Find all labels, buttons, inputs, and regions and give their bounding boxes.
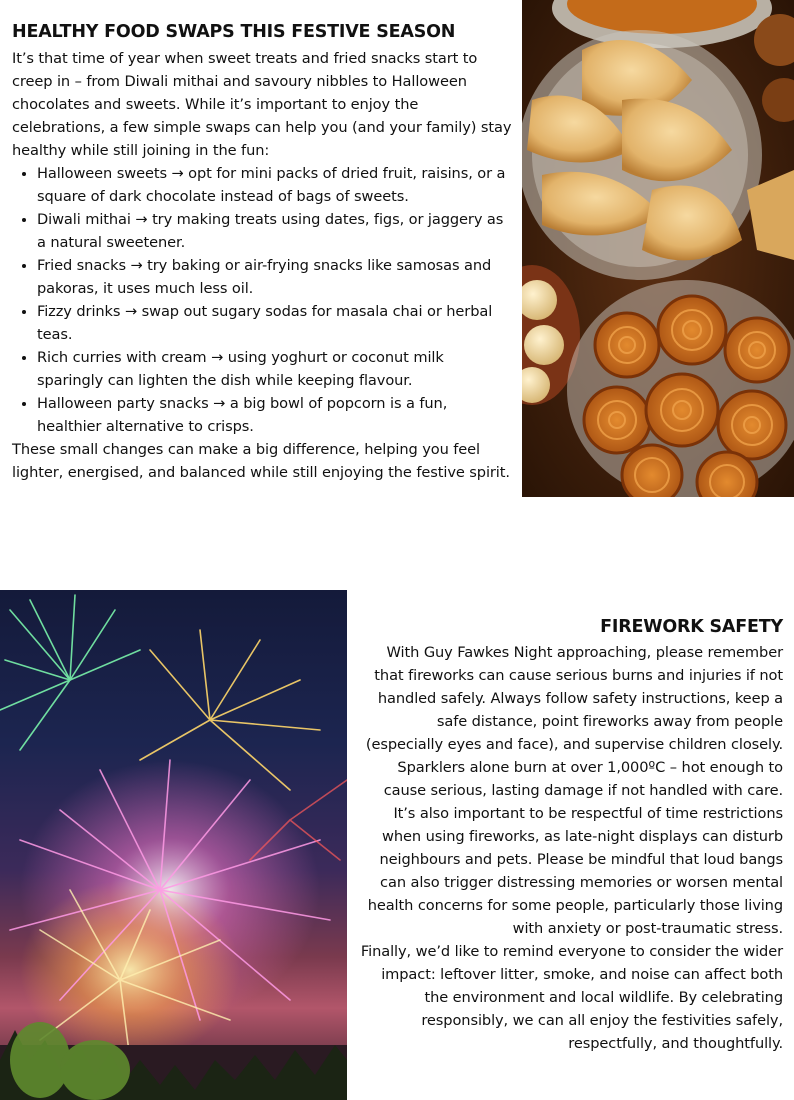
firework-safety-article <box>358 615 783 1055</box>
food-article <box>12 20 514 484</box>
list-item: • Rich curries with cream → using yoghurt or coconut milk sparingly can lighten the dish while keeping flavour. <box>37 346 514 392</box>
firework-safety-title: FIREWORK SAFETY <box>600 617 783 637</box>
food-swaps-list <box>12 162 514 438</box>
list-item: • Halloween sweets → opt for mini packs of dried fruit, raisins, or a square of dark chocolate instead of bags of sweets. <box>37 162 514 208</box>
food-section-title: HEALTHY FOOD SWAPS THIS FESTIVE SEASON <box>12 22 456 42</box>
festive-snacks-photo <box>522 0 794 497</box>
list-item: • Halloween party snacks → a big bowl of popcorn is a fun, healthier alternative to crisps. <box>37 392 514 438</box>
safety-paragraph: Finally, we’d like to remind everyone to consider the wider impact: leftover litter, smoke, and noise can affect both the environment and local wildlife. By celebrating responsibly, we can all enjoy the festivities safely, respectfully, and thoughtfully. <box>360 943 783 1052</box>
healthy-food-section <box>0 0 794 500</box>
list-item: • Diwali mithai → try making treats using dates, figs, or jaggery as a natural sweetener. <box>37 208 514 254</box>
list-item: • Fried snacks → try baking or air-frying snacks like samosas and pakoras, it uses much less oil. <box>37 254 514 300</box>
safety-paragraph: It’s also important to be respectful of time restrictions when using fireworks, as late-night displays can disturb neighbours and pets. Please be mindful that loud bangs can also trigger distressing memories or worsen mental health concerns for some people, particularly those living with anxiety or post-traumatic stress. <box>367 805 783 937</box>
list-item: • Fizzy drinks → swap out sugary sodas for masala chai or herbal teas. <box>37 300 514 346</box>
food-closing-paragraph: These small changes can make a big difference, helping you feel lighter, energised, and balanced while still enjoying the festive spirit. <box>12 441 510 481</box>
firework-safety-section <box>0 590 794 1100</box>
food-intro-paragraph: It’s that time of year when sweet treats and fried snacks start to creep in – from Diwali mithai and savoury nibbles to Halloween chocolates and sweets. While it’s important to enjoy the celebrations, a few simple swaps can help you (and your family) stay healthy while still joining in the fun: <box>12 50 512 159</box>
safety-paragraph: With Guy Fawkes Night approaching, please remember that fireworks can cause serious burns and injuries if not handled safely. Always follow safety instructions, keep a safe distance, point fireworks away from people (especially eyes and face), and supervise children closely. Sparklers alone burn at over 1,000ºC – hot enough to cause serious, lasting damage if not handled with care. <box>365 644 783 799</box>
fireworks-photo <box>0 590 347 1100</box>
